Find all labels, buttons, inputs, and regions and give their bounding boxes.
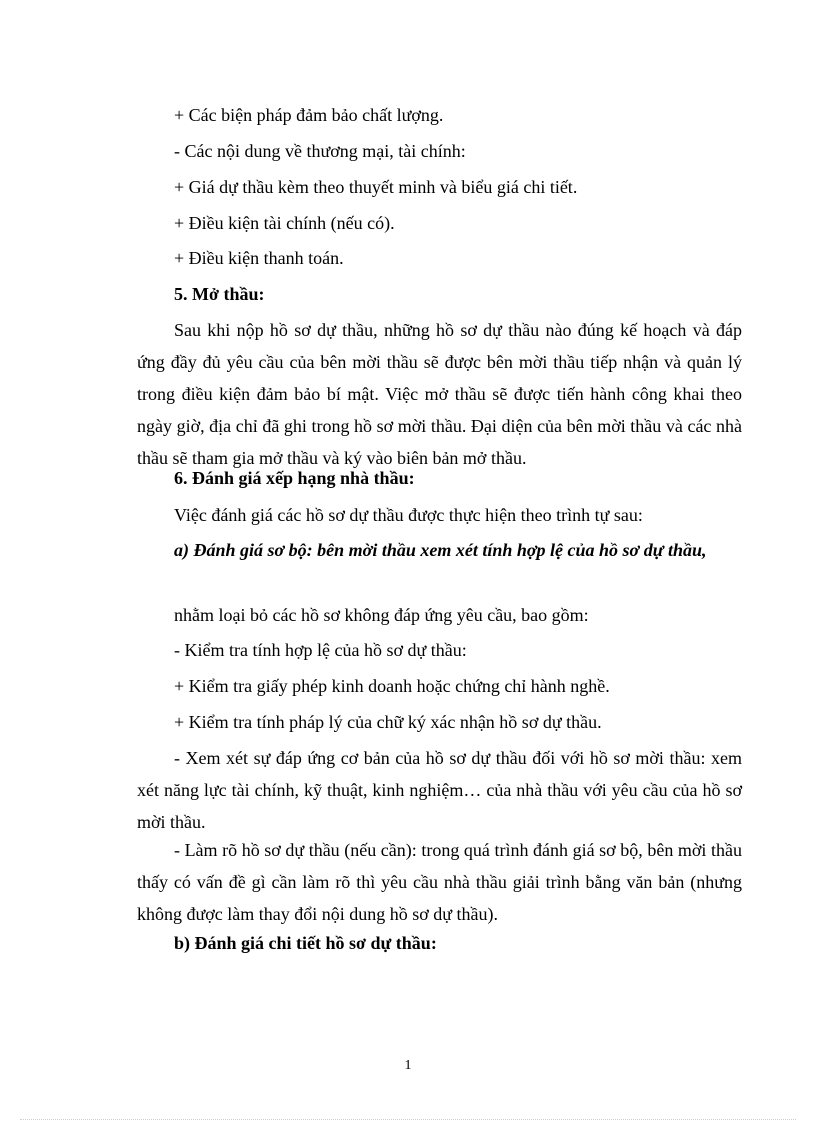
clarification-paragraph: - Làm rõ hồ sơ dự thầu (nếu cần): trong quá trình đánh giá sơ bộ, bên mời thầu thấy có vấn đề gì cần làm rõ thì yêu cầu nhà thầu giải trình bằng văn bản (nhưng không được làm thay đổi nội dung hồ sơ dự thầu). — [137, 840, 742, 924]
signature-check-line: + Kiểm tra tính pháp lý của chữ ký xác nhận hồ sơ dự thầu. — [174, 712, 602, 732]
license-check-line: + Kiểm tra giấy phép kinh doanh hoặc chứng chỉ hành nghề. — [174, 676, 610, 696]
elimination-purpose-line: nhằm loại bỏ các hồ sơ không đáp ứng yêu cầu, bao gồm: — [174, 605, 589, 625]
financial-conditions-line: + Điều kiện tài chính (nếu có). — [174, 213, 395, 233]
commercial-financial-line: - Các nội dung về thương mại, tài chính: — [174, 141, 466, 161]
subheading-preliminary-evaluation: a) Đánh giá sơ bộ: bên mời thầu xem xét tính hợp lệ của hồ sơ dự thầu, — [174, 540, 707, 560]
preliminary-evaluation-box — [137, 534, 742, 566]
clarification-box — [137, 834, 742, 930]
basic-responsiveness-box — [137, 742, 742, 838]
bid-price-line: + Giá dự thầu kèm theo thuyết minh và biểu giá chi tiết. — [174, 177, 578, 197]
basic-responsiveness-paragraph: - Xem xét sự đáp ứng cơ bản của hồ sơ dự thầu đối với hồ sơ mời thầu: xem xét năng lực tài chính, kỹ thuật, kinh nghiệm… của nhà thầu với yêu cầu của hồ sơ mời thầu. — [137, 748, 742, 832]
bid-opening-paragraph: Sau khi nộp hồ sơ dự thầu, những hồ sơ dự thầu nào đúng kế hoạch và đáp ứng đầy đủ yêu cầu của bên mời thầu sẽ được bên mời thầu tiếp nhận và quản lý trong điều kiện đảm bảo bí mật. Việc mở thầu sẽ được tiến hành công khai theo ngày giờ, địa chỉ đã ghi trong hồ sơ mời thầu. Đại diện của bên mời thầu và các nhà thầu sẽ tham gia mở thầu và ký vào biên bản mở thầu. — [137, 320, 742, 468]
heading-bid-opening: 5. Mở thầu: — [174, 284, 265, 304]
quality-measures-line: + Các biện pháp đảm bảo chất lượng. — [174, 105, 444, 125]
payment-conditions-line: + Điều kiện thanh toán. — [174, 248, 344, 268]
page-number: 1 — [404, 1058, 412, 1073]
page-bottom-divider — [20, 1119, 796, 1120]
heading-contractor-evaluation: 6. Đánh giá xếp hạng nhà thầu: — [174, 468, 415, 488]
subheading-detailed-evaluation: b) Đánh giá chi tiết hồ sơ dự thầu: — [174, 933, 437, 953]
validity-check-line: - Kiểm tra tính hợp lệ của hồ sơ dự thầu: — [174, 640, 467, 660]
evaluation-intro-line: Việc đánh giá các hồ sơ dự thầu được thực hiện theo trình tự sau: — [174, 505, 643, 525]
bid-opening-paragraph-box — [137, 314, 742, 474]
